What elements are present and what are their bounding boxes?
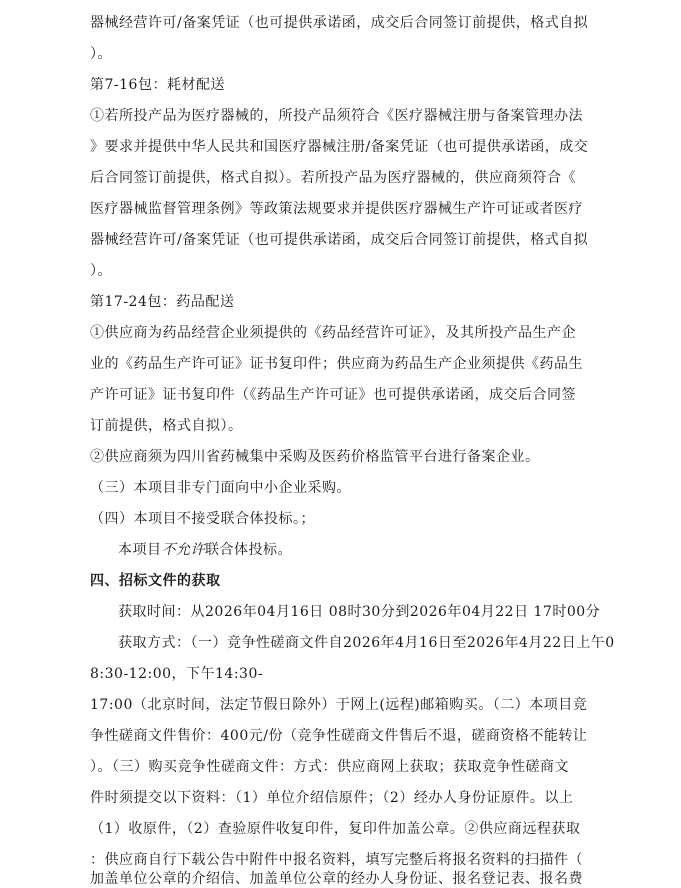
text-line: 》要求并提供中华人民共和国医疗器械注册/备案凭证（也可提供承诺函，成交 — [90, 139, 589, 155]
text-line: （四）本项目不接受联合体投标。； — [90, 511, 315, 527]
text-line: ②供应商须为四川省药械集中采购及医药价格监管平台进行备案企业。 — [90, 449, 540, 465]
text-line: 器械经营许可/备案凭证（也可提供承诺函，成交后合同签订前提供，格式自拟 — [90, 15, 589, 31]
text-line: 件时须提交以下资料：（1）单位介绍信原件；（2）经办人身份证原件。以上 — [90, 790, 574, 806]
text-line: 产许可证》证书复印件（《药品生产许可证》也可提供承诺函，成交后合同签 — [90, 387, 576, 403]
text-line: 获取时间：从2026年04月16日 08时30分到2026年04月22日 17时00分 — [118, 604, 601, 620]
text-line: 后合同签订前提供，格式自拟）。若所投产品为医疗器械的，供应商须符合《 — [90, 170, 576, 186]
text-line: 争性磋商文件售价：400元/份（竞争性磋商文件售后不退，磋商资格不能转让 — [90, 728, 588, 744]
text-line: 17:00（北京时间，法定节假日除外）于网上(远程)邮箱购买。（二）本项目竞 — [90, 697, 588, 713]
text-line: ：供应商自行下载公告中附件中报名资料，填写完整后将报名资料的扫描件（ — [90, 852, 583, 868]
text-line: 业的《药品生产许可证》证书复印件；供应商为药品生产企业须提供《药品生 — [90, 356, 583, 372]
text-line: （1）收原件，（2）查验原件收复印件，复印件加盖公章。②供应商远程获取 — [90, 821, 581, 837]
statement-suffix: 联合体投标。 — [205, 542, 292, 558]
text-line: （三）本项目非专门面向中小企业采购。 — [90, 480, 351, 496]
text-line: 器械经营许可/备案凭证（也可提供承诺函，成交后合同签订前提供，格式自拟 — [90, 232, 589, 248]
package-heading: 第17-24包：药品配送 — [90, 294, 235, 310]
statement-emphasis: 不允许 — [161, 542, 205, 558]
section-heading: 四、招标文件的获取 — [90, 573, 221, 589]
text-line: ①供应商为药品经营企业须提供的《药品经营许可证》，及其所投产品生产企 — [90, 325, 576, 341]
text-line: 订前提供，格式自拟）。 — [90, 418, 243, 434]
joint-bid-statement — [118, 541, 292, 559]
text-line: 医疗器械监督管理条例》等政策法规要求并提供医疗器械生产许可证或者医疗 — [90, 201, 583, 217]
text-line: ①若所投产品为医疗器械的，所投产品须符合《医疗器械注册与备案管理办法 — [90, 108, 583, 124]
text-line: ）。 — [90, 263, 112, 279]
text-line: 获取方式：（一）竞争性磋商文件自2026年4月16日至2026年4月22日上午0 — [118, 635, 615, 651]
text-line: ）。（三）购买竞争性磋商文件：方式：供应商网上获取；获取竞争性磋商文 — [90, 759, 569, 775]
statement-prefix: 本项目 — [118, 542, 162, 558]
text-line: 8:30-12:00，下午14:30- — [90, 666, 264, 682]
text-line: ）。 — [90, 46, 112, 62]
package-heading: 第7-16包：耗材配送 — [90, 77, 225, 93]
text-line: 加盖单位公章的介绍信、加盖单位公章的经办人身份证、报名登记表、报名费 — [90, 871, 583, 887]
